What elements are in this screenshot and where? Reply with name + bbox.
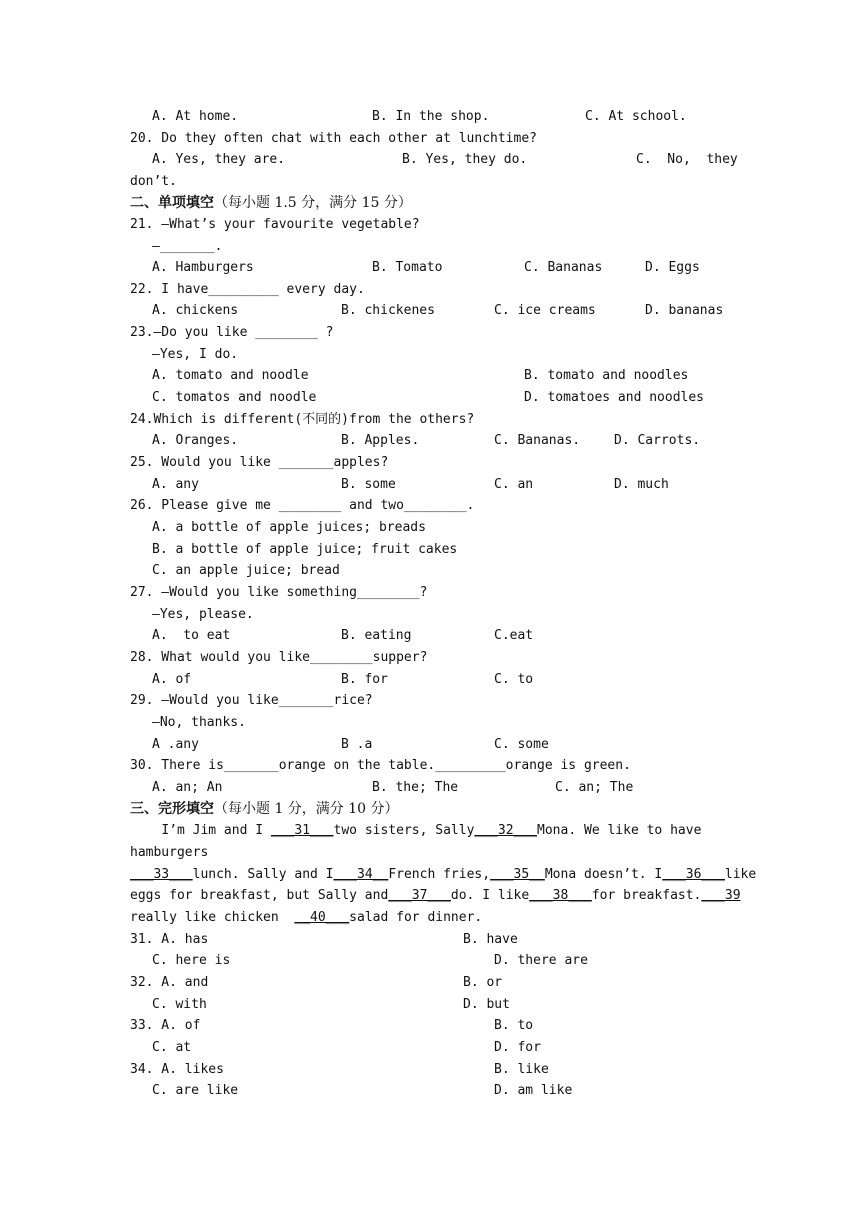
q30-stem: 30. There is_______orange on the table._________orange is green. (130, 758, 631, 773)
q32-option-c: C. with (152, 997, 207, 1012)
q21-answer: —_______. (152, 239, 223, 254)
q21-stem: 21. —What’s your favourite vegetable? (130, 217, 420, 232)
q23-option-a: A. tomato and noodle (152, 368, 309, 383)
q22-option-b: B. chickenes (341, 303, 435, 318)
q23-option-c: C. tomatos and noodle (152, 390, 317, 405)
q28-stem: 28. What would you like________supper? (130, 650, 428, 665)
q25-option-b: B. some (341, 477, 396, 492)
blank-39: ___39 (701, 888, 741, 903)
q21-option-c: C. Bananas (524, 260, 603, 275)
blank-35: ___35__ (490, 867, 545, 882)
q22-option-c: C. ice creams (494, 303, 596, 318)
passage-line-2: hamburgers (130, 845, 209, 860)
q34-option-d: D. am like (494, 1083, 573, 1098)
q30-option-c: C. an; The (555, 780, 634, 795)
q23-option-b: B. tomato and noodles (524, 368, 689, 383)
q19-option-c: C. At school. (585, 109, 687, 124)
q22-option-d: D. bananas (645, 303, 724, 318)
q26-option-b: B. a bottle of apple juice; fruit cakes (152, 542, 458, 557)
q33-option-b: B. to (494, 1018, 534, 1033)
q19-option-b: B. In the shop. (372, 109, 490, 124)
q25-option-d: D. much (614, 477, 669, 492)
q31-option-d: D. there are (494, 953, 588, 968)
q31-option-c: C. here is (152, 953, 231, 968)
q20-option-b: B. Yes, they do. (402, 152, 528, 167)
q23-option-d: D. tomatoes and noodles (524, 390, 705, 405)
q32-option-a: 32. A. and (130, 975, 209, 990)
q27-stem: 27. —Would you like something________? (130, 585, 428, 600)
q26-stem: 26. Please give me ________ and two________. (130, 498, 475, 513)
passage-line-4: eggs for breakfast, but Sally and___37___do. I like___38___for breakfast.___39 (130, 888, 741, 903)
q25-stem: 25. Would you like _______apples? (130, 455, 389, 470)
q29-option-b: B .a (341, 737, 373, 752)
q27-option-a: A. to eat (152, 628, 231, 643)
q24-option-a: A. Oranges. (152, 433, 239, 448)
q23-stem: 23.—Do you like ________ ? (130, 325, 334, 340)
q20-option-c: C. No, they (636, 152, 738, 167)
q32-option-d: D. but (463, 997, 510, 1012)
q24-option-d: D. Carrots. (614, 433, 701, 448)
q25-option-c: C. an (494, 477, 534, 492)
q26-option-a: A. a bottle of apple juices; breads (152, 520, 426, 535)
q33-option-d: D. for (494, 1040, 541, 1055)
q25-option-a: A. any (152, 477, 199, 492)
q21-option-d: D. Eggs (645, 260, 700, 275)
q20-option-c-wrap: don’t. (130, 174, 177, 189)
blank-32: ___32___ (474, 823, 538, 838)
blank-36: ___36___ (662, 867, 725, 882)
q34-option-a: 34. A. likes (130, 1062, 224, 1077)
passage-line-1: I’m Jim and I ___31___two sisters, Sally___32___Mona. We like to have (161, 823, 702, 838)
blank-31: ___31___ (270, 823, 334, 838)
q29-option-a: A .any (152, 737, 199, 752)
q21-option-a: A. Hamburgers (152, 260, 254, 275)
blank-38: ___38___ (529, 888, 592, 903)
q27-answer: —Yes, please. (152, 607, 254, 622)
blank-40: __40___ (294, 910, 350, 925)
q31-option-a: 31. A. has (130, 932, 209, 947)
q26-option-c: C. an apple juice; bread (152, 563, 340, 578)
q22-option-a: A. chickens (152, 303, 239, 318)
blank-34: ___34__ (333, 867, 389, 882)
q24-stem: 24.Which is different(不同的)from the others? (130, 412, 475, 427)
section-3-heading: 三、完形填空（每小题 1 分，满分 10 分） (130, 801, 399, 817)
passage-line-3: ___33___lunch. Sally and I___34__French fries,___35__Mona doesn’t. I___36___like (130, 867, 757, 882)
q20-stem: 20. Do they often chat with each other at lunchtime? (130, 131, 537, 146)
q21-option-b: B. Tomato (372, 260, 443, 275)
q34-option-b: B. like (494, 1062, 549, 1077)
q29-stem: 29. —Would you like_______rice? (130, 693, 373, 708)
q31-option-b: B. have (463, 932, 518, 947)
q28-option-b: B. for (341, 672, 388, 687)
section-2-heading: 二、单项填空（每小题 1.5 分，满分 15 分） (130, 195, 412, 211)
q20-option-a: A. Yes, they are. (152, 152, 286, 167)
q28-option-a: A. of (152, 672, 192, 687)
blank-33: ___33___ (130, 867, 193, 882)
q29-option-c: C. some (494, 737, 549, 752)
q27-option-c: C.eat (494, 628, 534, 643)
q30-option-b: B. the; The (372, 780, 459, 795)
q34-option-c: C. are like (152, 1083, 239, 1098)
q23-answer: —Yes, I do. (152, 347, 239, 362)
q29-answer: —No, thanks. (152, 715, 246, 730)
q32-option-b: B. or (463, 975, 503, 990)
q22-stem: 22. I have_________ every day. (130, 282, 365, 297)
q24-option-c: C. Bananas. (494, 433, 581, 448)
q28-option-c: C. to (494, 672, 534, 687)
q30-option-a: A. an; An (152, 780, 223, 795)
q33-option-c: C. at (152, 1040, 192, 1055)
q33-option-a: 33. A. of (130, 1018, 201, 1033)
q24-option-b: B. Apples. (341, 433, 420, 448)
passage-line-5: really like chicken __40___salad for dinner. (130, 910, 483, 925)
q19-option-a: A. At home. (152, 109, 239, 124)
blank-37: ___37___ (388, 888, 451, 903)
q27-option-b: B. eating (341, 628, 412, 643)
